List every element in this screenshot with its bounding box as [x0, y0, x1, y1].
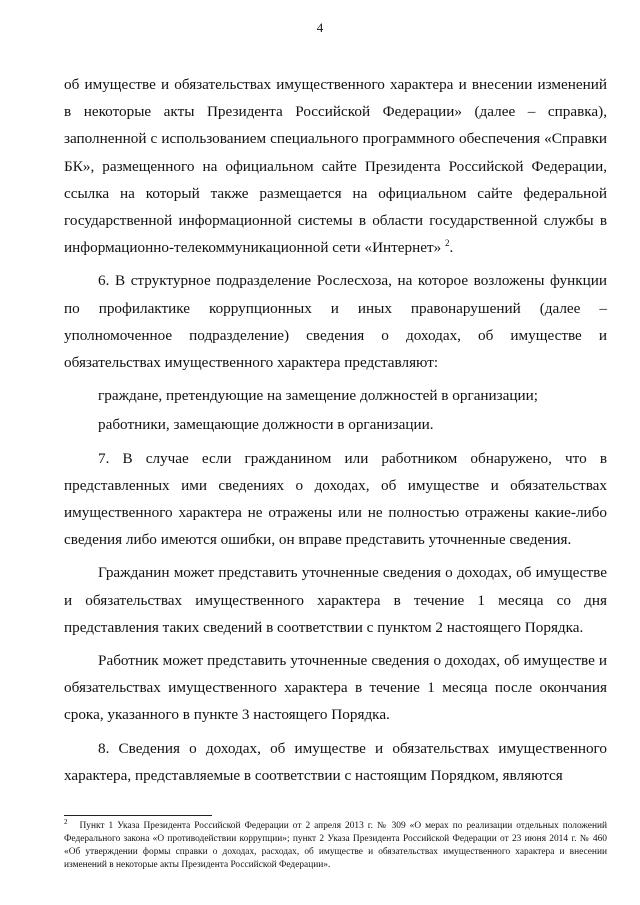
footnote — [64, 817, 607, 872]
paragraph-continuation — [64, 71, 607, 261]
footnote-text: Пункт 1 Указа Президента Российской Федерации от 2 апреля 2013 г. № 309 «О мерах по реализации отдельных положений Федерального закона «О противодействии коррупции»; пункт 2 Указа Президента Российской Федерации от 23 июня 2014 г. № 460 «Об утверждении формы справки о доходах, расходах, об имуществе и обязательствах имущественного характера и внесении изменений в некоторые акты Президента Российской Федерации». — [64, 821, 607, 870]
paragraph-tail: . — [449, 239, 454, 257]
paragraph-employee-clarification: Работник может представить уточненные сведения о доходах, об имуществе и обязательствах имущественного характера в течение 1 месяца после окончания срока, указанного в пункте 3 настоящего Порядка. — [64, 652, 607, 724]
footnote-marker: 2 — [64, 817, 68, 826]
paragraph-citizen-clarification: Гражданин может представить уточненные сведения о доходах, об имуществе и обязательствах имущественного характера в течение 1 месяца со дня представления таких сведений в соответствии с пунктом 2 настоящего Порядка. — [64, 564, 607, 636]
paragraph-item-6: 6. В структурное подразделение Рослесхоза, на которое возложены функции по профилактике коррупционных и иных правонарушений (далее – уполномоченное подразделение) сведения о доходах, об имуществе и обязательствах имущественного характера представляют: — [64, 272, 607, 372]
list-item-citizens: граждане, претендующие на замещение должностей в организации; — [98, 387, 539, 405]
paragraph-item-8: 8. Сведения о доходах, об имуществе и обязательствах имущественного характера, представляемые в соответствии с настоящим Порядком, являются — [64, 739, 607, 784]
paragraph-text: об имуществе и обязательствах имущественного характера и внесении изменений в некоторые акты Президента Российской Федерации» (далее – справка), заполненной с использованием специального программного обеспечения «Справки БК», размещенного на официальном сайте Президента Российской Федерации, ссылка на который также размещается на официальном сайте федеральной государственной информационной системы в области государственной службы в информационно-телекоммуникационной сети «Интернет» — [64, 76, 607, 257]
paragraph-item-7: 7. В случае если гражданином или работником обнаружено, что в представленных ими сведениях о доходах, об имуществе и обязательствах имущественного характера не отражены или не полностью отражены какие-либо сведения либо имеются ошибки, он вправе представить уточненные сведения. — [64, 449, 607, 549]
footnote-separator — [64, 815, 212, 816]
page-number: 4 — [316, 20, 324, 35]
list-item-employees: работники, замещающие должности в организации. — [98, 416, 434, 434]
document-body — [64, 71, 607, 795]
footnote-reference[interactable]: 2 — [445, 238, 450, 249]
